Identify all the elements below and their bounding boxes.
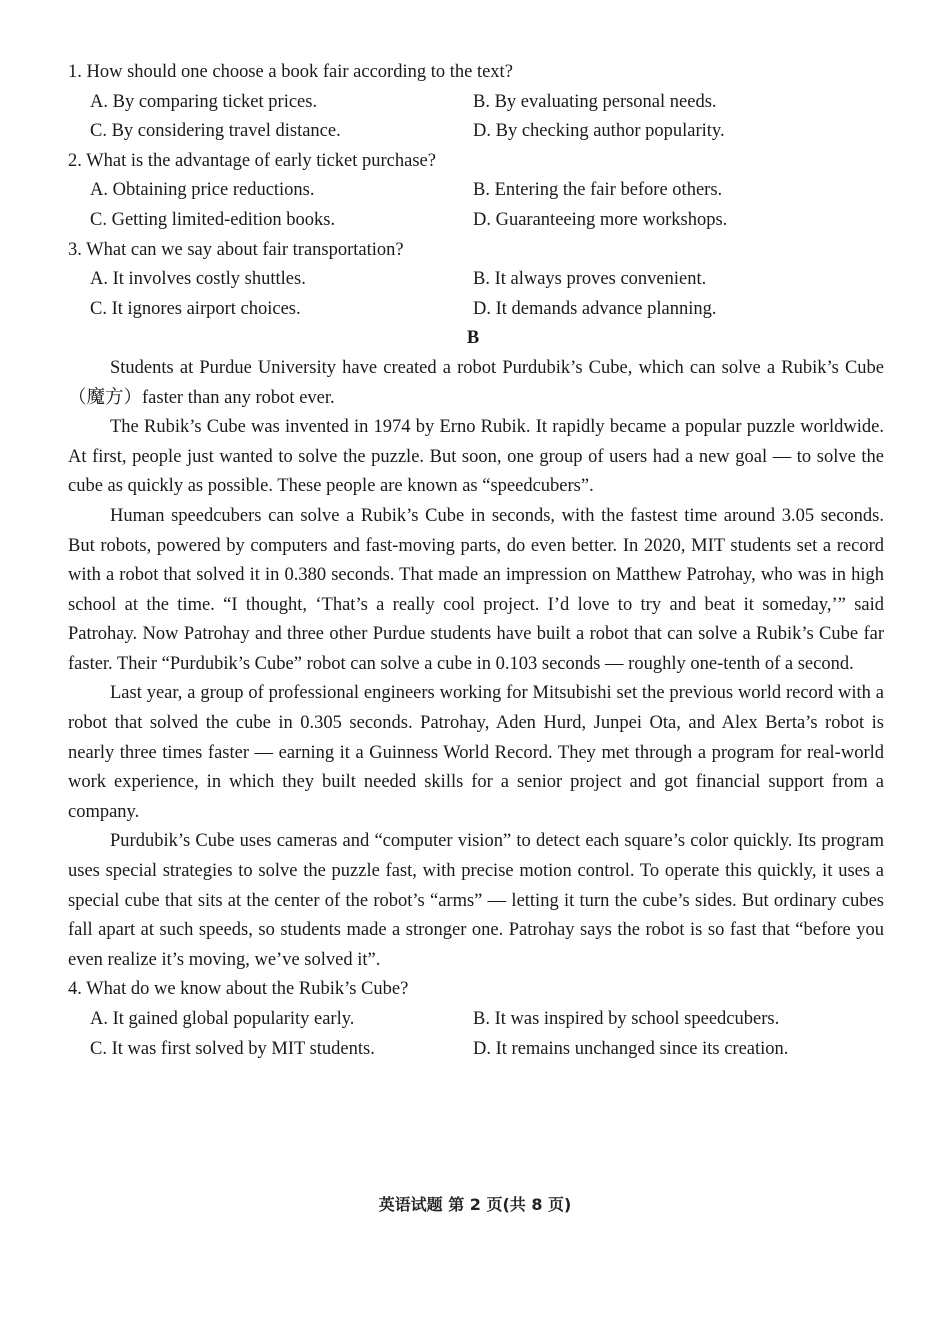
option-c: C. It was first solved by MIT students. [90,1038,375,1059]
option-d: D. By checking author popularity. [473,121,725,142]
question-stem: 2. What is the advantage of early ticket purchase? [68,150,436,171]
option-a: A. Obtaining price reductions. [90,180,315,201]
option-d: D. It remains unchanged since its creation. [473,1038,789,1059]
question-stem: 1. How should one choose a book fair according to the text? [68,62,513,82]
option-a: A. By comparing ticket prices. [90,91,318,112]
option-b: B. It always proves convenient. [473,269,707,290]
passage-paragraph: Students at Purdue University have created a robot Purdubik’s Cube, which can solve a Rubik’s Cube（魔方）faster than any robot ever. [68,357,884,408]
passage-paragraph: Purdubik’s Cube uses cameras and “computer vision” to detect each square’s color quickly. Its program uses special strategies to solve the puzzle fast, with precise motion control. To operate this quickly, it uses a special cube that sits at the center of the robot’s “arms” — letting it turn the cube’s sides. But ordinary cubes fall apart at such speeds, so students made a stronger one. Patrohay says the robot is so fast that “before you even realize it’s moving, we’ve solved it”. [68,831,884,970]
page-footer: 英语试题 第 2 页(共 8 页) [378,1195,572,1214]
question-2 [68,147,884,236]
question-1 [68,58,884,147]
option-a: A. It gained global popularity early. [90,1009,355,1029]
exam-page [68,58,884,1064]
section-heading: B [466,328,480,349]
question-stem: 4. What do we know about the Rubik’s Cube? [68,979,409,1000]
option-c: C. Getting limited-edition books. [90,209,336,230]
question-stem: 3. What can we say about fair transportation? [68,239,404,260]
option-d: D. Guaranteeing more workshops. [473,209,728,230]
option-b: B. Entering the fair before others. [473,180,723,201]
passage-paragraph: Human speedcubers can solve a Rubik’s Cube in seconds, with the fastest time around 3.05 seconds. But robots, powered by computers and fast-moving parts, do even better. In 2020, MIT students set a record with a robot that solved it in 0.380 seconds. That made an impression on Matthew Patrohay, who was in high school at the time. “I thought, ‘That’s a really cool project. I’d love to try and beat it someday,’” said Patrohay. Now Patrohay and three other Purdue students have built a robot that can solve a Rubik’s Cube far faster. Their “Purdubik’s Cube” robot can solve a cube in 0.103 seconds — roughly one-tenth of a second. [68,505,884,674]
option-c: C. By considering travel distance. [90,121,341,142]
option-a: A. It involves costly shuttles. [90,269,306,290]
passage-paragraph: Last year, a group of professional engineers working for Mitsubishi set the previous world record with a robot that solved the cube in 0.305 seconds. Patrohay, Aden Hurd, Junpei Ota, and Alex Berta’s robot is nearly three times faster — earning it a Guinness World Record. They met through a program for real-world work experience, in which they built needed skills for a senior project and got financial support from a company. [68,683,884,822]
option-c: C. It ignores airport choices. [90,298,301,319]
option-d: D. It demands advance planning. [473,298,717,319]
question-3 [68,236,884,325]
reading-passage [68,354,884,975]
passage-paragraph: The Rubik’s Cube was invented in 1974 by Erno Rubik. It rapidly became a popular puzzle worldwide. At first, people just wanted to solve the puzzle. But soon, one group of users had a new goal — to solve the cube as quickly as possible. These people are known as “speedcubers”. [68,417,884,497]
option-b: B. It was inspired by school speedcubers. [473,1009,780,1029]
question-4 [68,975,884,1064]
option-b: B. By evaluating personal needs. [473,91,717,112]
